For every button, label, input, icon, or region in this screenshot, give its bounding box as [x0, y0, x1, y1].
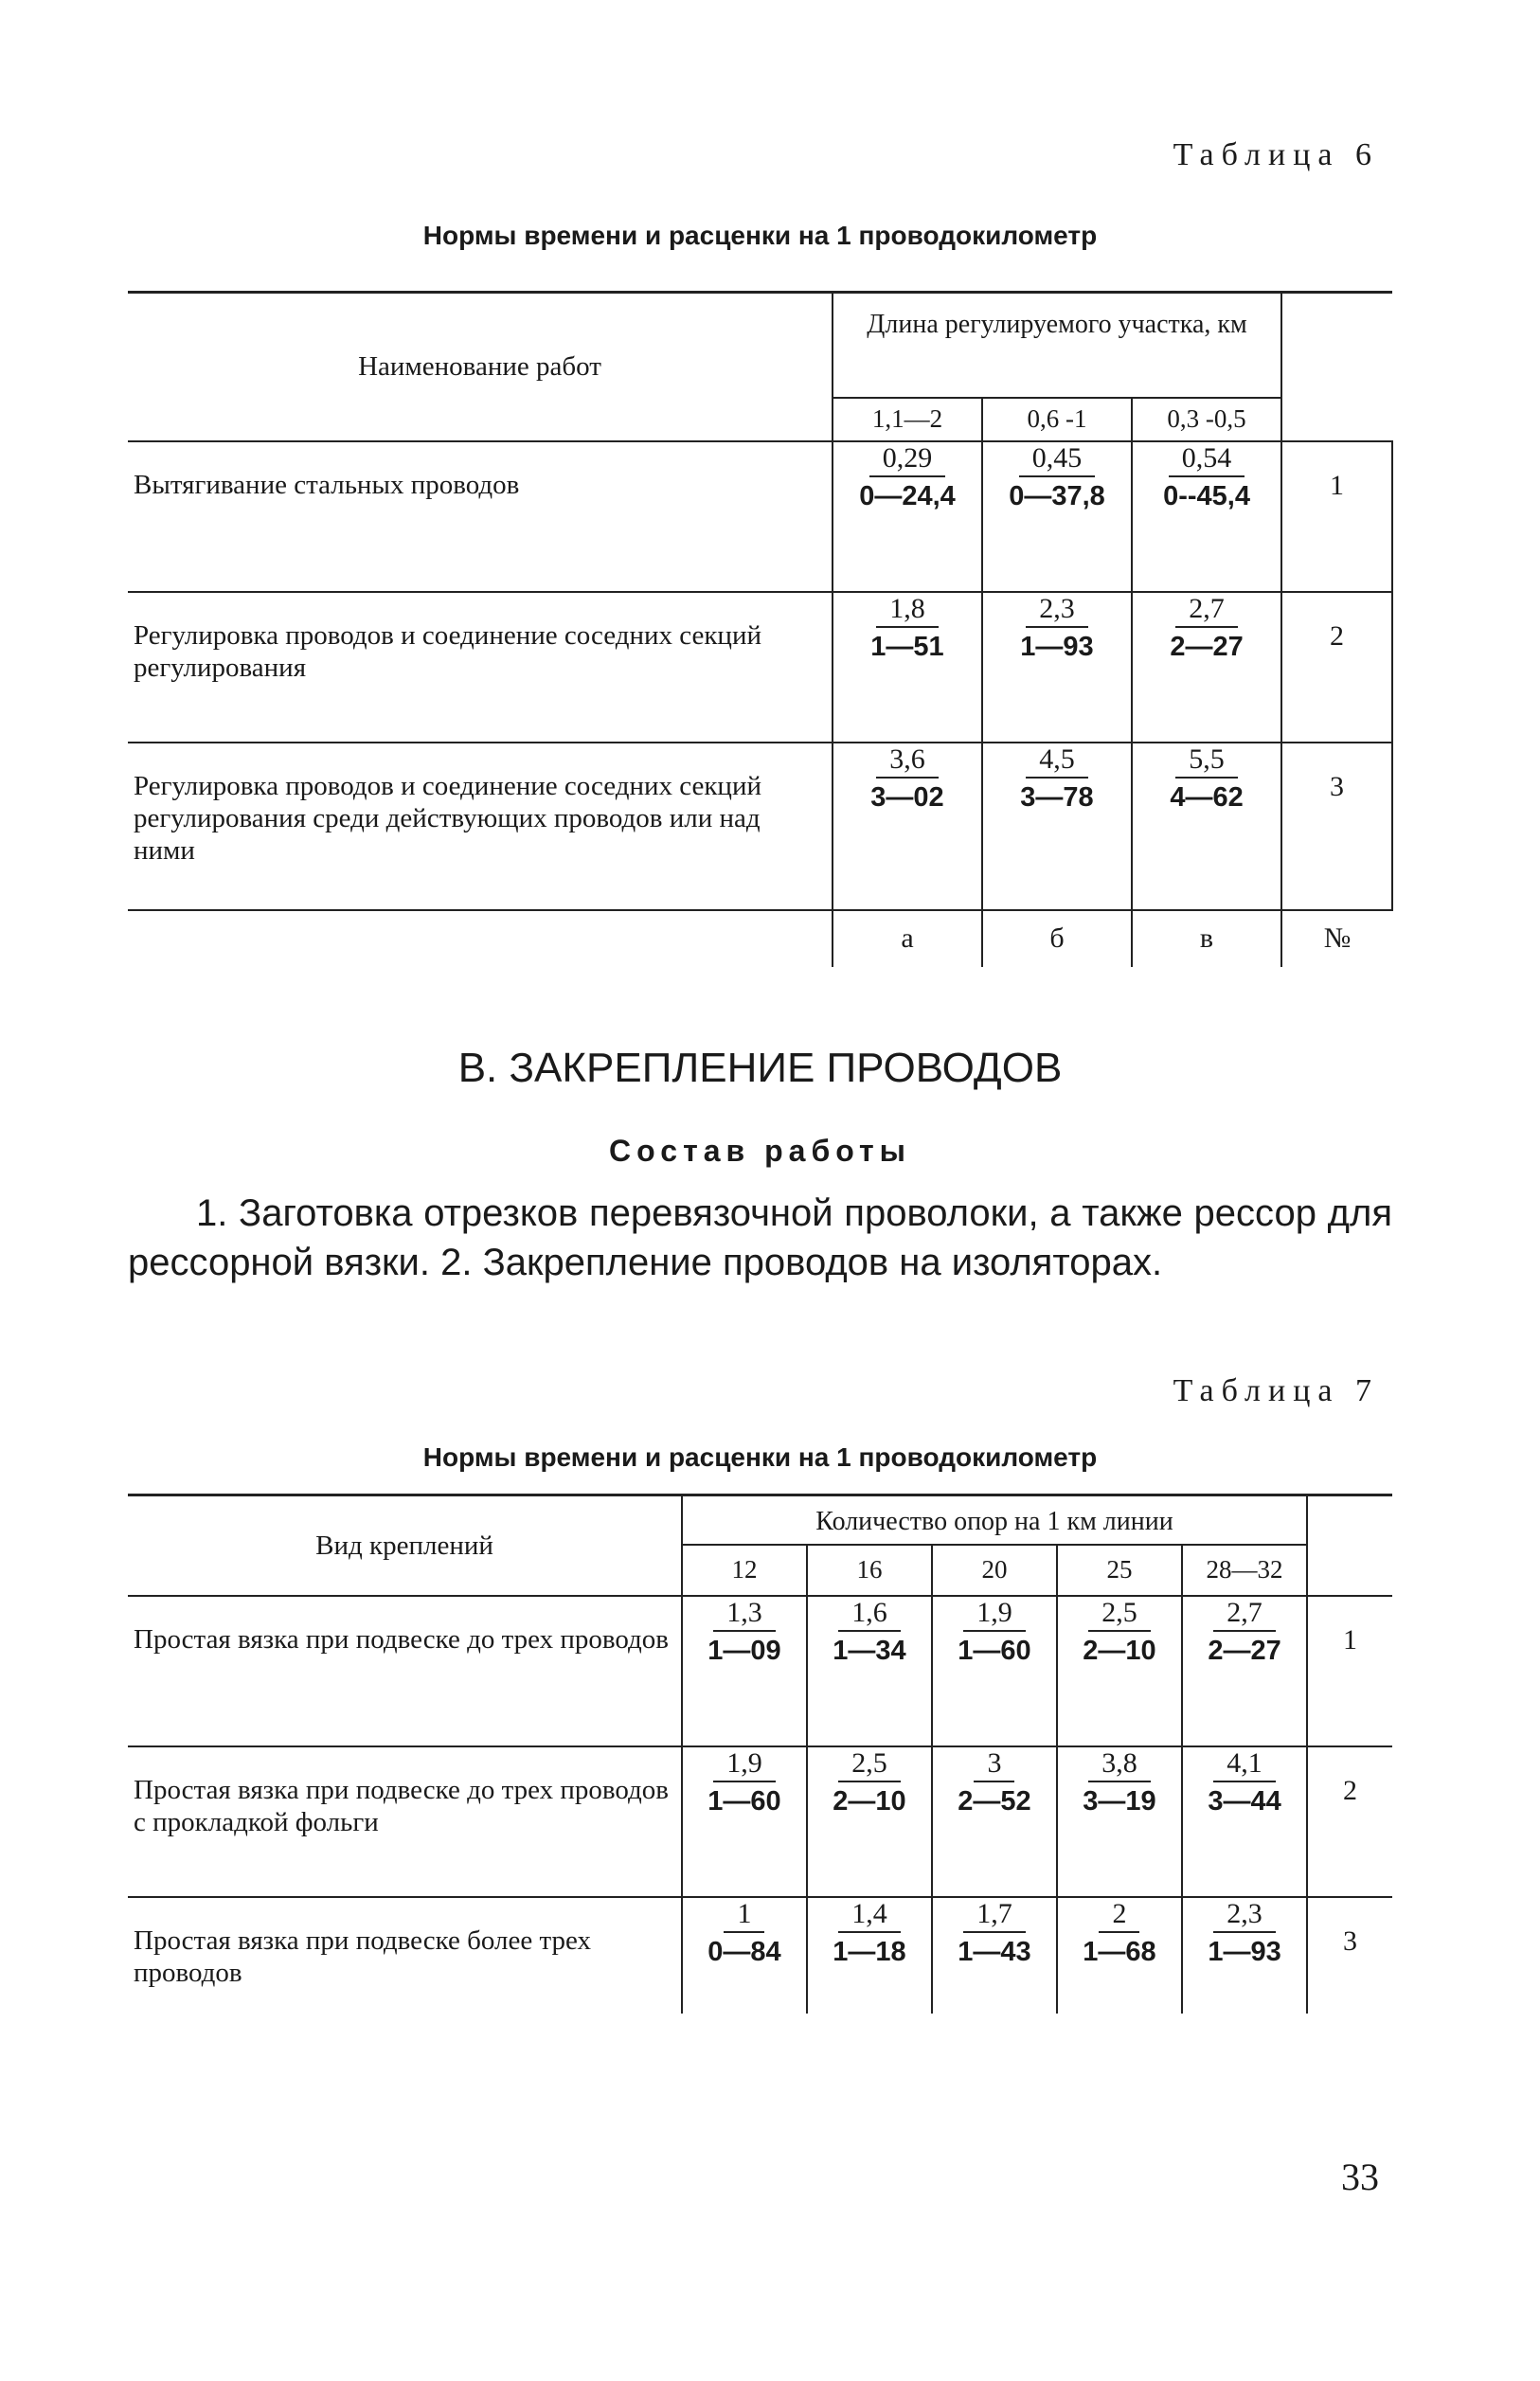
rate-fraction: $\frac{2,3}{1—93}$	[1208, 1897, 1281, 1967]
rate-fraction: $\frac{0,54}{0--45,4}$	[1163, 441, 1250, 511]
table-6-label: Таблица 6	[1173, 137, 1379, 172]
table-row	[128, 743, 1392, 910]
table-6-header-sub-c: 0,3 -0,5	[1132, 398, 1281, 441]
table-row	[128, 1897, 1392, 2014]
section-paragraph: 1. Заготовка отрезков перевязочной проволоки, а также рессор для рессорной вязки. 2. Закрепление проводов на изоляторах.	[128, 1192, 1392, 1283]
table-row	[128, 441, 1392, 592]
table-7-header-sub-28-32: 28—32	[1182, 1545, 1307, 1596]
table-6-header-sub-a: 1,1—2	[833, 398, 982, 441]
rate-fraction: $\frac{1}{0—84}$	[707, 1897, 781, 1967]
table-7-header-sub-16: 16	[807, 1545, 932, 1596]
rate-fraction: $\frac{0,45}{0—37,8}$	[1009, 441, 1105, 511]
rate-fraction: $\frac{2}{1—68}$	[1083, 1897, 1156, 1967]
rate-fraction: $\frac{1,4}{1—18}$	[833, 1897, 906, 1967]
table-7-header-group: Количество опор на 1 км линии	[682, 1495, 1307, 1545]
rate-fraction: $\frac{1,6}{1—34}$	[833, 1596, 906, 1666]
table-row	[128, 1746, 1392, 1897]
table-7-caption: Нормы времени и расценки на 1 проводокилометр	[422, 1442, 1098, 1472]
rate-fraction: $\frac{3,8}{3—19}$	[1083, 1746, 1156, 1817]
row-number: 3	[1281, 743, 1392, 910]
rate-fraction: $\frac{2,3}{1—93}$	[1020, 592, 1094, 662]
table-6-header-blank	[1281, 293, 1392, 441]
rate-fraction: $\frac{2,5}{2—10}$	[1083, 1596, 1156, 1666]
page-number: 33	[1341, 2156, 1379, 2198]
rate-fraction: $\frac{3,6}{3—02}$	[870, 743, 944, 813]
rate-fraction: $\frac{4,1}{3—44}$	[1208, 1746, 1281, 1817]
table-7-label: Таблица 7	[1173, 1373, 1379, 1408]
row-number: 2	[1307, 1746, 1392, 1897]
rate-fraction: $\frac{1,9}{1—60}$	[707, 1746, 781, 1817]
row-name: Простая вязка при подвеске до трех проводов с прокладкой фольги	[128, 1746, 682, 1897]
table-7-header-sub-25: 25	[1057, 1545, 1182, 1596]
row-number: 1	[1281, 441, 1392, 592]
table-7-header-blank	[1307, 1495, 1392, 1596]
table-7-header-sub-20: 20	[932, 1545, 1057, 1596]
row-number: 2	[1281, 592, 1392, 743]
row-name: Регулировка проводов и соединение соседних секций регулирования	[128, 592, 833, 743]
footer-blank	[128, 910, 833, 967]
footer-col-num: №	[1281, 910, 1392, 967]
table-row	[128, 592, 1392, 743]
rate-fraction: $\frac{4,5}{3—78}$	[1020, 743, 1094, 813]
row-name: Простая вязка при подвеске до трех проводов	[128, 1596, 682, 1746]
section-subtitle: Состав работы	[609, 1134, 911, 1168]
row-name: Вытягивание стальных проводов	[128, 441, 833, 592]
rate-fraction: $\frac{3}{2—52}$	[958, 1746, 1031, 1817]
table-6-header-name: Наименование работ	[128, 293, 833, 441]
footer-col-c: в	[1132, 910, 1281, 967]
section-title: В. ЗАКРЕПЛЕНИЕ ПРОВОДОВ	[457, 1045, 1063, 1091]
rate-fraction: $\frac{5,5}{4—62}$	[1170, 743, 1244, 813]
table-6-caption: Нормы времени и расценки на 1 проводокилометр	[422, 221, 1098, 250]
rate-fraction: $\frac{2,5}{2—10}$	[833, 1746, 906, 1817]
footer-col-a: а	[833, 910, 982, 967]
table-6-header-sub-b: 0,6 -1	[982, 398, 1132, 441]
row-number: 3	[1307, 1897, 1392, 2014]
table-6-header-group: Длина регулируемого участка, км	[833, 293, 1281, 398]
row-name: Простая вязка при подвеске более трех проводов	[128, 1897, 682, 2014]
row-number: 1	[1307, 1596, 1392, 1746]
table-6-footer	[128, 910, 1392, 967]
rate-fraction: $\frac{1,3}{1—09}$	[707, 1596, 781, 1666]
footer-col-b: б	[982, 910, 1132, 967]
table-7-header-name: Вид креплений	[128, 1495, 682, 1596]
row-name: Регулировка проводов и соединение соседних секций регулирования среди действующих проводов или над ними	[128, 743, 833, 910]
table-7-header-sub-12: 12	[682, 1545, 807, 1596]
rate-fraction: $\frac{0,29}{0—24,4}$	[859, 441, 956, 511]
rate-fraction: $\frac{2,7}{2—27}$	[1170, 592, 1244, 662]
table-row	[128, 1596, 1392, 1746]
table-6	[128, 291, 1393, 967]
rate-fraction: $\frac{2,7}{2—27}$	[1208, 1596, 1281, 1666]
table-7	[128, 1494, 1392, 2014]
rate-fraction: $\frac{1,7}{1—43}$	[958, 1897, 1031, 1967]
rate-fraction: $\frac{1,8}{1—51}$	[870, 592, 944, 662]
rate-fraction: $\frac{1,9}{1—60}$	[958, 1596, 1031, 1666]
